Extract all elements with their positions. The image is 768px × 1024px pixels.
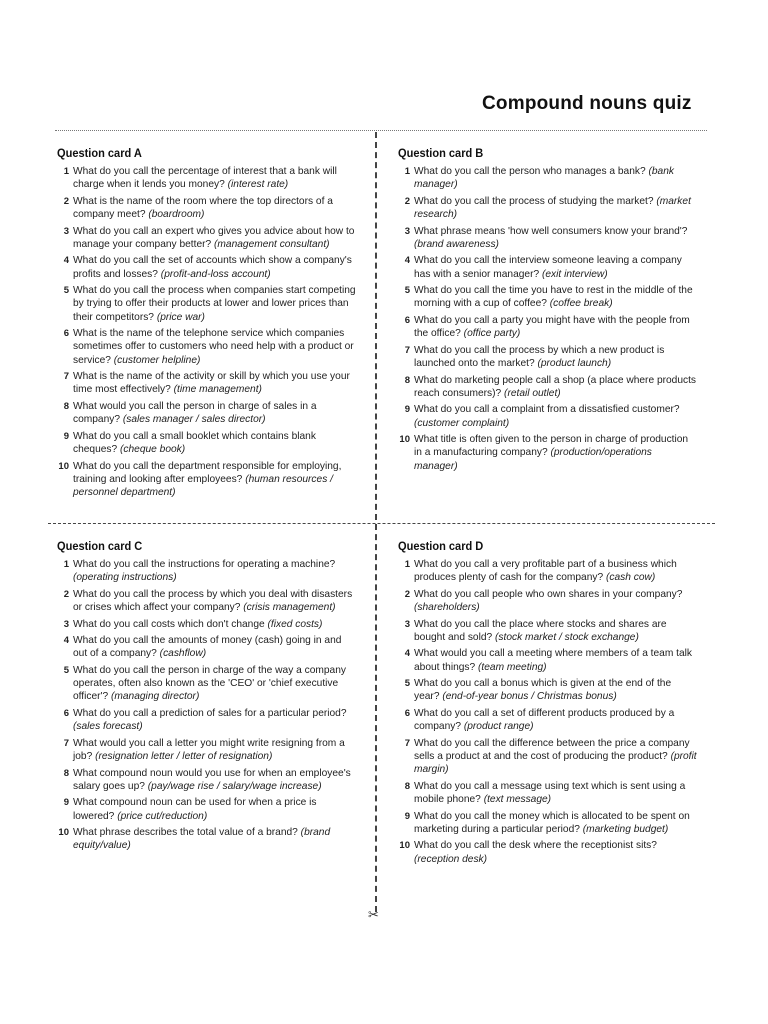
answer-text: (end-of-year bonus / Christmas bonus) xyxy=(442,691,617,703)
question-item xyxy=(398,737,698,777)
question-list xyxy=(57,165,357,499)
question-text: What do you call the department responsible for employing, training and looking after employees? xyxy=(73,460,342,485)
answer-text: (sales forecast) xyxy=(73,721,143,733)
question-text: What do you call a set of different products produced by a company? xyxy=(414,707,675,733)
scissors-icon: ✂ xyxy=(368,907,379,922)
question-text: What do marketing people call a shop (a place where products reach consumers)? xyxy=(414,374,697,399)
answer-text: (stock market / stock exchange) xyxy=(495,631,639,643)
answer-text: (shareholders) xyxy=(414,602,480,613)
question-number: 1 xyxy=(404,559,410,570)
question-item xyxy=(57,767,357,793)
question-text: What would you call the person in charge of sales in a company? xyxy=(73,400,317,426)
question-item xyxy=(57,400,357,426)
question-text: What compound noun can be used for when a price is lowered? xyxy=(73,797,317,822)
question-item xyxy=(398,165,698,191)
answer-text: (cheque book) xyxy=(120,443,186,455)
question-item xyxy=(398,403,698,429)
question-item xyxy=(57,826,357,852)
question-number: 3 xyxy=(63,618,69,630)
question-number: 1 xyxy=(63,559,69,570)
answer-text: (customer helpline) xyxy=(113,354,201,366)
question-number: 8 xyxy=(63,400,69,412)
question-card-b xyxy=(398,146,698,476)
answer-text: (product launch) xyxy=(537,357,612,369)
question-item xyxy=(57,225,357,251)
answer-text: (retail outlet) xyxy=(504,387,561,399)
question-number: 7 xyxy=(63,737,69,749)
question-text: What would you call a letter you might write resigning from a job? xyxy=(73,737,345,762)
question-number: 9 xyxy=(404,404,410,416)
question-list xyxy=(57,558,357,853)
question-text: What is the name of the room where the top directors of a company meet? xyxy=(73,195,333,220)
question-number: 5 xyxy=(404,285,410,297)
answer-text: (profit-and-loss account) xyxy=(160,268,271,280)
question-text: What compound noun would you use for when an employee's salary goes up? xyxy=(73,767,351,792)
question-list xyxy=(398,165,698,473)
question-number: 3 xyxy=(404,618,410,630)
answer-text: (office party) xyxy=(463,328,521,340)
answer-text: (exit interview) xyxy=(542,268,608,280)
question-item xyxy=(398,839,698,865)
question-item xyxy=(57,284,357,324)
question-item xyxy=(398,558,698,584)
question-number: 7 xyxy=(404,737,410,749)
question-number: 4 xyxy=(63,635,69,647)
answer-text: (reception desk) xyxy=(414,853,488,865)
question-number: 8 xyxy=(404,374,410,386)
question-item xyxy=(57,254,357,280)
question-text: What do you call the desk where the receptionist sits? xyxy=(414,840,657,852)
question-item xyxy=(398,284,698,310)
question-number: 10 xyxy=(399,434,410,446)
question-item xyxy=(57,737,357,763)
question-number: 3 xyxy=(63,225,69,237)
question-text: What is the name of the activity or skill by which you use your time most effectively? xyxy=(73,371,350,396)
vertical-cut-line xyxy=(375,132,377,912)
question-card-d xyxy=(398,539,698,869)
question-item xyxy=(398,314,698,340)
answer-text: (text message) xyxy=(483,793,552,805)
question-text: What do you call the person who manages a bank? xyxy=(414,166,646,177)
answer-text: (production/operations manager) xyxy=(414,447,652,472)
question-number: 8 xyxy=(63,767,69,779)
question-text: What do you call the difference between the price a company sells a product at and the cost of producing the product? xyxy=(414,737,690,762)
answer-text: (cash cow) xyxy=(606,572,656,584)
question-number: 4 xyxy=(404,255,410,267)
question-text: What phrase describes the total value of a brand? xyxy=(73,827,298,839)
question-text: What do you call the percentage of interest that a bank will charge when it lends you money? xyxy=(73,166,337,191)
question-text: What do you call a prediction of sales for a particular period? xyxy=(73,707,347,719)
question-number: 5 xyxy=(404,678,410,690)
answer-text: (managing director) xyxy=(111,691,200,703)
question-text: What do you call a small booklet which contains blank cheques? xyxy=(73,430,316,455)
question-number: 6 xyxy=(404,314,410,326)
question-text: What do you call a party you might have with the people from the office? xyxy=(414,314,690,340)
card-title: Question card A xyxy=(57,146,142,160)
question-number: 2 xyxy=(63,588,69,600)
question-text: What do you call a complaint from a dissatisfied customer? xyxy=(414,404,680,416)
answer-text: (time management) xyxy=(173,384,262,396)
question-text: What do you call the process when companies start competing by trying to offer their products at lower and lower prices than their competitors? xyxy=(73,285,356,323)
answer-text: (price cut/reduction) xyxy=(117,810,208,822)
question-number: 1 xyxy=(63,166,69,177)
question-text: What do you call the time you have to rest in the middle of the morning with a cup of coffee? xyxy=(414,285,693,310)
question-item xyxy=(398,618,698,644)
question-item xyxy=(57,370,357,396)
question-number: 7 xyxy=(63,371,69,383)
question-item xyxy=(57,558,357,584)
question-item xyxy=(398,707,698,733)
card-title: Question card D xyxy=(398,539,484,553)
question-item xyxy=(398,225,698,251)
question-text: What do you call the person in charge of the way a company operates, often also known as the 'CEO' or 'chief executive officer'? xyxy=(73,664,346,703)
question-number: 2 xyxy=(404,588,410,600)
answer-text: (management consultant) xyxy=(214,238,330,250)
question-number: 5 xyxy=(63,285,69,297)
question-item xyxy=(398,677,698,703)
answer-text: (profit margin) xyxy=(414,750,697,776)
question-number: 2 xyxy=(404,195,410,207)
answer-text: (marketing budget) xyxy=(582,823,669,835)
answer-text: (brand awareness) xyxy=(414,238,499,250)
question-number: 4 xyxy=(63,255,69,267)
answer-text: (resignation letter / letter of resignation) xyxy=(95,750,273,762)
question-text: What would you call a meeting where members of a team talk about things? xyxy=(414,648,693,673)
question-item xyxy=(57,327,357,367)
answer-text: (price war) xyxy=(156,311,205,323)
answer-text: (team meeting) xyxy=(478,661,547,673)
question-number: 4 xyxy=(404,648,410,660)
question-item xyxy=(398,374,698,400)
question-item xyxy=(57,664,357,704)
question-item xyxy=(398,647,698,673)
question-item xyxy=(398,433,698,473)
question-text: What do you call the money which is allocated to be spent on marketing during a particular period? xyxy=(414,810,690,835)
question-number: 10 xyxy=(58,827,69,839)
answer-text: (cashflow) xyxy=(159,648,207,660)
question-number: 1 xyxy=(404,166,410,177)
question-number: 6 xyxy=(404,707,410,719)
question-item xyxy=(57,588,357,614)
question-item xyxy=(57,460,357,500)
answer-text: (crisis management) xyxy=(243,602,336,613)
question-item xyxy=(398,810,698,836)
question-text: What do you call a message using text which is sent using a mobile phone? xyxy=(414,780,686,805)
question-item xyxy=(57,634,357,660)
question-item xyxy=(398,588,698,614)
question-item xyxy=(398,780,698,806)
answer-text: (coffee break) xyxy=(549,298,613,310)
question-number: 3 xyxy=(404,225,410,237)
question-text: What do you call the place where stocks and shares are bought and sold? xyxy=(414,618,667,643)
question-text: What do you call the process of studying the market? xyxy=(414,195,654,207)
question-number: 9 xyxy=(404,810,410,822)
question-text: What do you call a bonus which is given at the end of the year? xyxy=(414,678,672,703)
card-title: Question card C xyxy=(57,539,143,553)
question-item xyxy=(398,195,698,221)
question-number: 10 xyxy=(58,460,69,472)
question-list xyxy=(398,558,698,866)
question-number: 10 xyxy=(399,840,410,852)
answer-text: (customer complaint) xyxy=(414,417,510,429)
answer-text: (operating instructions) xyxy=(73,572,177,584)
answer-text: (bank manager) xyxy=(414,166,674,191)
answer-text: (interest rate) xyxy=(227,179,289,191)
question-number: 5 xyxy=(63,664,69,676)
question-number: 9 xyxy=(63,797,69,809)
question-text: What is the name of the telephone service which companies sometimes offer to customers who need help with a product or service? xyxy=(73,328,354,366)
question-text: What title is often given to the person in charge of production in a manufacturing company? xyxy=(414,434,689,459)
question-text: What do you call the process by which you deal with disasters or crises which affect your company? xyxy=(73,588,353,613)
question-text: What do you call costs which don't change xyxy=(73,618,265,630)
question-item xyxy=(57,165,357,191)
page-title: Compound nouns quiz xyxy=(482,93,692,114)
question-text: What do you call people who own shares in your company? xyxy=(414,588,683,600)
answer-text: (boardroom) xyxy=(148,209,205,220)
horizontal-cut-line xyxy=(48,523,715,524)
question-text: What do you call an expert who gives you advice about how to manage your company better? xyxy=(73,225,355,250)
question-text: What do you call the amounts of money (cash) going in and out of a company? xyxy=(73,635,342,660)
question-card-a xyxy=(57,146,357,503)
question-number: 8 xyxy=(404,780,410,792)
question-number: 7 xyxy=(404,344,410,356)
answer-text: (product range) xyxy=(463,721,534,733)
card-title: Question card B xyxy=(398,146,484,160)
question-card-c xyxy=(57,539,357,856)
answer-text: (fixed costs) xyxy=(267,618,323,630)
question-number: 6 xyxy=(63,707,69,719)
question-number: 6 xyxy=(63,328,69,340)
question-item xyxy=(57,618,357,631)
question-text: What phrase means 'how well consumers know your brand'? xyxy=(414,225,688,237)
question-item xyxy=(398,344,698,370)
question-item xyxy=(57,430,357,456)
question-item xyxy=(57,707,357,733)
question-text: What do you call the interview someone leaving a company has with a senior manager? xyxy=(414,255,682,280)
question-item xyxy=(57,796,357,822)
top-divider xyxy=(55,130,707,131)
answer-text: (sales manager / sales director) xyxy=(122,414,266,426)
question-text: What do you call the set of accounts which show a company's profits and losses? xyxy=(73,255,352,280)
answer-text: (brand equity/value) xyxy=(73,827,331,852)
question-number: 9 xyxy=(63,430,69,442)
answer-text: (human resources / personnel department) xyxy=(73,473,333,498)
question-number: 2 xyxy=(63,195,69,207)
question-text: What do you call a very profitable part of a business which produces plenty of cash for the company? xyxy=(414,559,677,584)
question-item xyxy=(57,195,357,221)
answer-text: (market research) xyxy=(414,195,691,220)
answer-text: (pay/wage rise / salary/wage increase) xyxy=(147,780,322,792)
question-item xyxy=(398,254,698,280)
question-text: What do you call the process by which a new product is launched onto the market? xyxy=(414,344,665,369)
question-text: What do you call the instructions for operating a machine? xyxy=(73,559,336,570)
